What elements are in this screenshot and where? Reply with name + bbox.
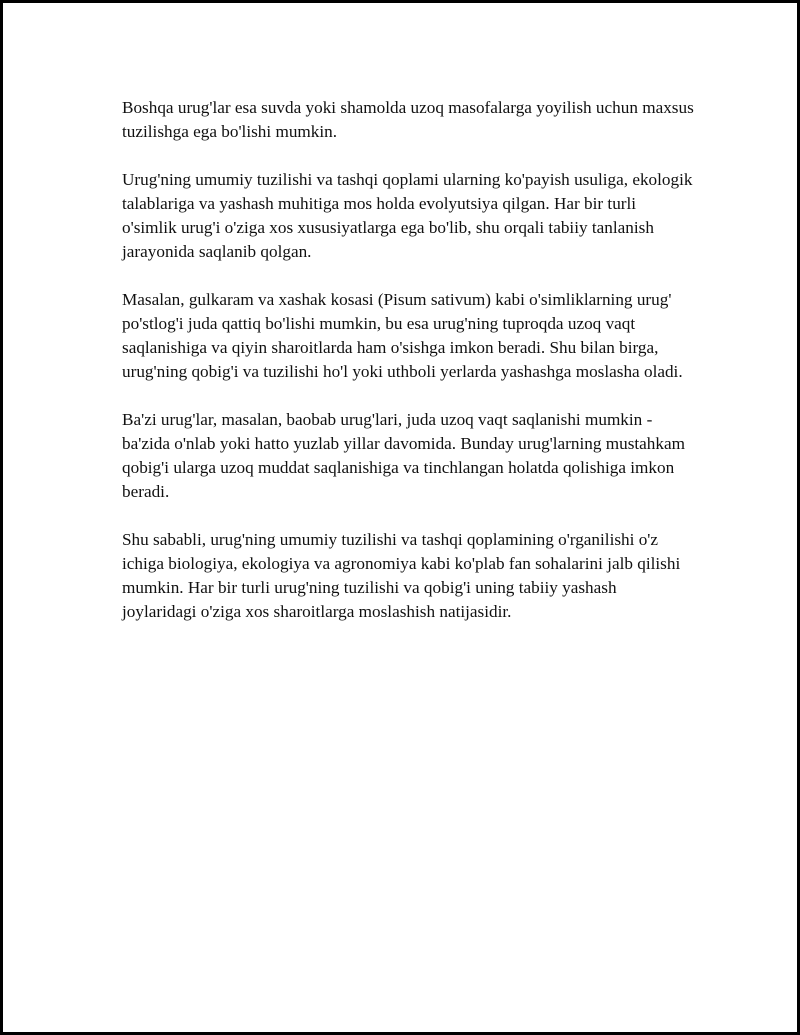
paragraph-4: Ba'zi urug'lar, masalan, baobab urug'lari, juda uzoq vaqt saqlanishi mumkin - ba'zida o'nlab yoki hatto yuzlab yillar davomida. Bunday urug'larning mustahkam qobig'i ularga uzoq muddat saqlanishiga va tinchlangan holatda qolishiga imkon beradi. xyxy=(122,410,685,501)
document-body xyxy=(122,96,694,624)
paragraph-1: Boshqa urug'lar esa suvda yoki shamolda uzoq masofalarga yoyilish uchun maxsus tuzilishga ega bo'lishi mumkin. xyxy=(122,98,694,141)
paragraph-5: Shu sababli, urug'ning umumiy tuzilishi va tashqi qoplamining o'rganilishi o'z ichiga biologiya, ekologiya va agronomiya kabi ko'plab fan sohalarini jalb qilishi mumkin. Har bir turli urug'ning tuzilishi va qobig'i uning tabiiy yashash joylaridagi o'ziga xos sharoitlarga moslashish natijasidir. xyxy=(122,530,681,621)
paragraph-3: Masalan, gulkaram va xashak kosasi (Pisum sativum) kabi o'simliklarning urug' po'stlog'i juda qattiq bo'lishi mumkin, bu esa urug'ning tuproqda uzoq vaqt saqlanishiga va qiyin sharoitlarda ham o'sishga imkon beradi. Shu bilan birga, urug'ning qobig'i va tuzilishi ho'l yoki uthboli yerlarda yashashga moslasha oladi. xyxy=(122,290,683,381)
paragraph-2: Urug'ning umumiy tuzilishi va tashqi qoplami ularning ko'payish usuliga, ekologik talablariga va yashash muhitiga mos holda evolyutsiya qilgan. Har bir turli o'simlik urug'i o'ziga xos xususiyatlarga ega bo'lib, shu orqali tabiiy tanlanish jarayonida saqlanib qolgan. xyxy=(122,170,693,261)
